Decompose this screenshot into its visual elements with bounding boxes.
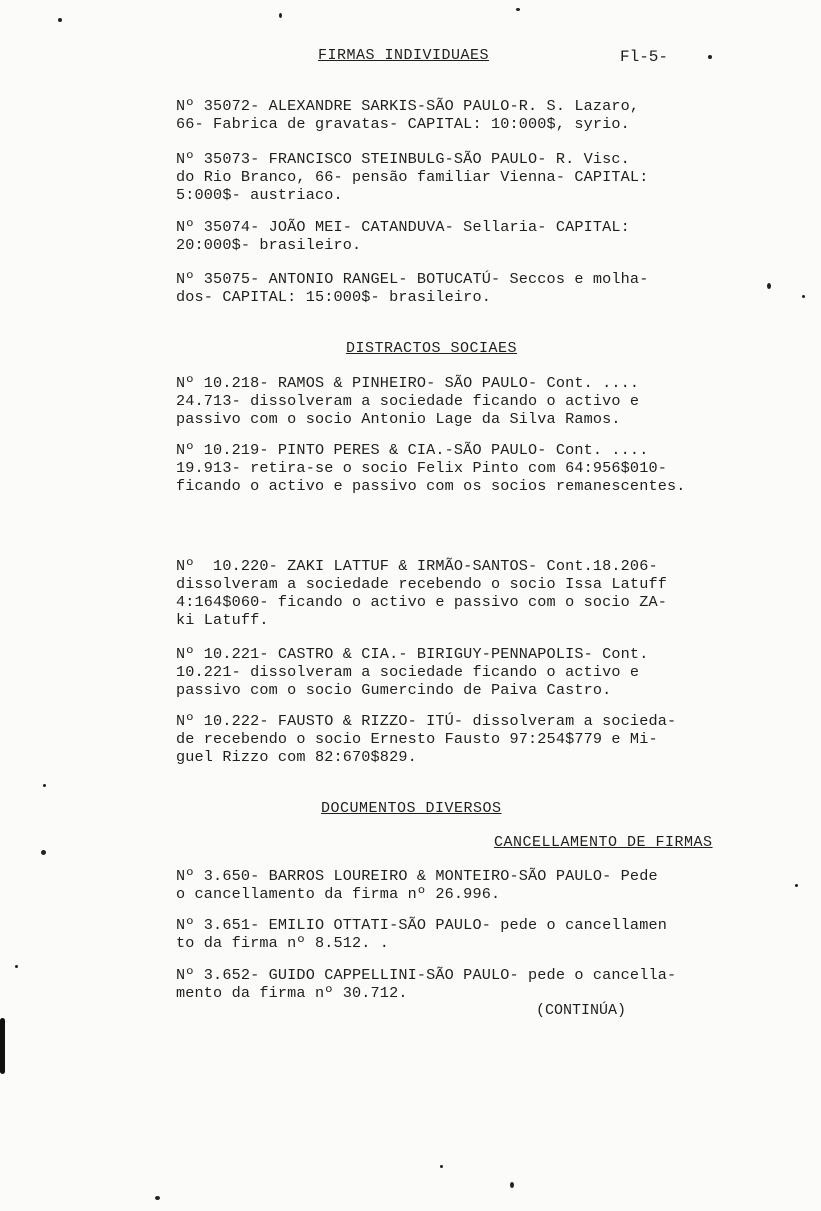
heading-documentos-diversos: DOCUMENTOS DIVERSOS xyxy=(321,800,502,817)
scan-speck xyxy=(708,55,712,59)
entry-firma-35073: Nº 35073- FRANCISCO STEINBULG-SÃO PAULO- R. Visc. do Rio Branco, 66- pensão familiar Vienna- CAPITAL: 5:000$- austriaco. xyxy=(176,150,649,204)
scan-speck xyxy=(155,1196,160,1200)
scan-speck xyxy=(795,884,798,887)
scan-speck xyxy=(767,283,771,289)
continua-label: (CONTINÚA) xyxy=(536,1002,627,1019)
entry-distracto-10220: Nº 10.220- ZAKI LATTUF & IRMÃO-SANTOS- Cont.18.206- dissolveram a sociedade recebendo o socio Issa Latuff 4:164$060- ficando o activo e passivo com o socio ZA- ki Latuff. xyxy=(176,557,667,629)
scan-speck xyxy=(41,850,46,855)
entry-documento-3652: Nº 3.652- GUIDO CAPPELLINI-SÃO PAULO- pede o cancella- mento da firma nº 30.712. xyxy=(176,966,677,1002)
subheading-cancellamento-de-firmas: CANCELLAMENTO DE FIRMAS xyxy=(494,834,713,851)
scan-speck xyxy=(58,18,62,22)
entry-distracto-10218: Nº 10.218- RAMOS & PINHEIRO- SÃO PAULO- Cont. .... 24.713- dissolveram a sociedade ficando o activo e passivo com o socio Antonio Lage da Silva Ramos. xyxy=(176,374,640,428)
entry-distracto-10221: Nº 10.221- CASTRO & CIA.- BIRIGUY-PENNAPOLIS- Cont. 10.221- dissolveram a sociedade ficando o activo e passivo com o socio Gumercindo de Paiva Castro. xyxy=(176,645,649,699)
scan-speck xyxy=(43,784,46,787)
entry-distracto-10219: Nº 10.219- PINTO PERES & CIA.-SÃO PAULO- Cont. .... 19.913- retira-se o socio Felix Pinto com 64:956$010- ficando o activo e passivo com os socios remanescentes. xyxy=(176,441,686,495)
entry-documento-3651: Nº 3.651- EMILIO OTTATI-SÃO PAULO- pede o cancellamen to da firma nº 8.512. . xyxy=(176,916,667,952)
heading-firmas-individuaes: FIRMAS INDIVIDUAES xyxy=(318,47,490,64)
entry-firma-35074: Nº 35074- JOÃO MEI- CATANDUVA- Sellaria- CAPITAL: 20:000$- brasileiro. xyxy=(176,218,630,254)
scan-speck xyxy=(440,1165,443,1168)
scan-speck xyxy=(516,8,520,11)
heading-distractos-sociaes: DISTRACTOS SOCIAES xyxy=(346,340,518,357)
entry-distracto-10222: Nº 10.222- FAUSTO & RIZZO- ITÚ- dissolveram a socieda- de recebendo o socio Ernesto Fausto 97:254$779 e Mi- guel Rizzo com 82:670$829. xyxy=(176,712,677,766)
scan-speck xyxy=(15,965,18,968)
entry-documento-3650: Nº 3.650- BARROS LOUREIRO & MONTEIRO-SÃO PAULO- Pede o cancellamento da firma nº 26.996. xyxy=(176,867,658,903)
binding-mark xyxy=(0,1018,5,1074)
scan-speck xyxy=(802,295,805,298)
folio-number: Fl-5- xyxy=(620,48,669,66)
scan-speck xyxy=(279,13,282,18)
entry-firma-35075: Nº 35075- ANTONIO RANGEL- BOTUCATÚ- Seccos e molha- dos- CAPITAL: 15:000$- brasileiro. xyxy=(176,270,649,306)
entry-firma-35072: Nº 35072- ALEXANDRE SARKIS-SÃO PAULO-R. S. Lazaro, 66- Fabrica de gravatas- CAPITAL: 10:000$, syrio. xyxy=(176,97,640,133)
scan-speck xyxy=(510,1182,514,1188)
